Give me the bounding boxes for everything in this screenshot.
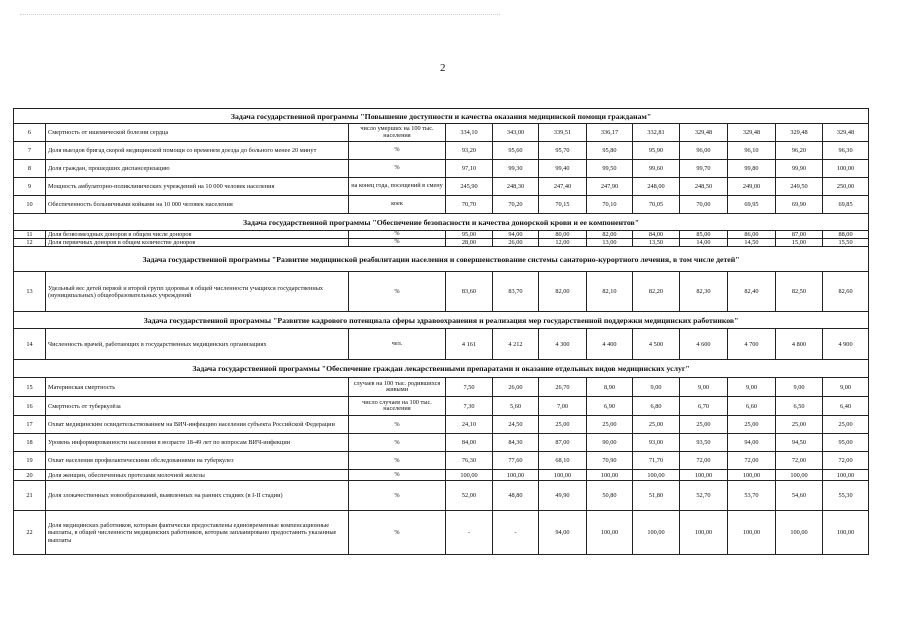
row-number: 12 (14, 239, 46, 247)
value-cell: 76,30 (446, 452, 493, 470)
value-cell: 96,10 (728, 142, 776, 160)
value-cell: 69,95 (728, 196, 776, 214)
row-number: 8 (14, 160, 46, 178)
table-row (14, 452, 869, 470)
value-cell: 100,00 (446, 470, 493, 481)
value-cell: 70,15 (539, 196, 587, 214)
value-cell: 24,10 (446, 416, 493, 434)
value-cell: 99,30 (493, 160, 539, 178)
indicator-name: Смертность от туберкулёза (46, 397, 349, 416)
unit: % (349, 511, 446, 555)
value-cell: 12,00 (539, 239, 587, 247)
value-cell: 54,60 (776, 481, 823, 511)
value-cell: 70,90 (587, 452, 633, 470)
value-cell: 100,00 (587, 511, 633, 555)
value-cell: 100,00 (633, 511, 680, 555)
scan-artifact-line (20, 14, 500, 17)
value-cell: 69,90 (776, 196, 823, 214)
value-cell: 329,48 (728, 124, 776, 142)
value-cell: 100,00 (680, 511, 728, 555)
table-row (14, 196, 869, 214)
indicator-name: Численность врачей, работающих в государственных медицинских организациях (46, 329, 349, 360)
indicator-name: Удельный вес детей первой и второй групп здоровья в общей численности учащихся государственных (муниципальных) общеобразовательных учреждений (46, 272, 349, 312)
table-row (14, 329, 869, 360)
value-cell: 52,00 (446, 481, 493, 511)
indicator-name: Материнская смертность (46, 378, 349, 397)
value-cell: 99,80 (728, 160, 776, 178)
row-number: 13 (14, 272, 46, 312)
row-number: 10 (14, 196, 46, 214)
row-number: 20 (14, 470, 46, 481)
unit: % (349, 239, 446, 247)
unit: число случаев на 100 тыс. населения (349, 397, 446, 416)
value-cell: 8,90 (587, 378, 633, 397)
value-cell: 247,90 (587, 178, 633, 196)
table-row (14, 124, 869, 142)
table-row (14, 178, 869, 196)
value-cell: 84,30 (493, 434, 539, 452)
value-cell: 70,05 (633, 196, 680, 214)
value-cell: 4 800 (776, 329, 823, 360)
value-cell: 100,00 (539, 470, 587, 481)
section-title: Задача государственной программы "Развитие медицинской реабилитации населения и совершенствование системы санаторно-курортного лечения, в том числе детей" (14, 247, 869, 272)
table-row (14, 142, 869, 160)
value-cell: 7,50 (446, 378, 493, 397)
row-number: 11 (14, 231, 46, 239)
value-cell: 14,00 (680, 239, 728, 247)
value-cell: 95,60 (493, 142, 539, 160)
value-cell: 95,80 (587, 142, 633, 160)
value-cell: 83,70 (493, 272, 539, 312)
value-cell: 100,00 (823, 160, 869, 178)
section-title: Задача государственной программы "Обеспечение граждан лекарственными препаратами и оказание отдельных видов медицинских услуг" (14, 360, 869, 378)
value-cell: 95,70 (539, 142, 587, 160)
unit: % (349, 231, 446, 239)
value-cell: 70,00 (680, 196, 728, 214)
unit: % (349, 481, 446, 511)
value-cell: 99,50 (587, 160, 633, 178)
value-cell: 343,00 (493, 124, 539, 142)
value-cell: 6,60 (728, 397, 776, 416)
value-cell: 339,51 (539, 124, 587, 142)
value-cell: 24,50 (493, 416, 539, 434)
value-cell: 248,30 (493, 178, 539, 196)
row-number: 14 (14, 329, 46, 360)
value-cell: 48,80 (493, 481, 539, 511)
value-cell: 4 161 (446, 329, 493, 360)
section-title: Задача государственной программы "Развитие кадрового потенциала сферы здравоохранения и реализация мер государственной поддержки медицинских работников" (14, 312, 869, 329)
value-cell: 15,50 (823, 239, 869, 247)
value-cell: 9,00 (776, 378, 823, 397)
value-cell: 6,50 (776, 397, 823, 416)
value-cell: 99,60 (633, 160, 680, 178)
indicators-table (13, 108, 869, 555)
value-cell: 52,70 (680, 481, 728, 511)
section-header-row (14, 360, 869, 378)
value-cell: 25,00 (823, 416, 869, 434)
value-cell: 247,40 (539, 178, 587, 196)
value-cell: 49,90 (539, 481, 587, 511)
table-row (14, 416, 869, 434)
table-row (14, 434, 869, 452)
value-cell: 25,00 (539, 416, 587, 434)
table-row (14, 470, 869, 481)
value-cell: 4 600 (680, 329, 728, 360)
value-cell: 71,70 (633, 452, 680, 470)
value-cell: 25,00 (633, 416, 680, 434)
row-number: 7 (14, 142, 46, 160)
unit: % (349, 160, 446, 178)
value-cell: 6,80 (633, 397, 680, 416)
unit: % (349, 142, 446, 160)
unit: случаев на 100 тыс. родившихся живыми (349, 378, 446, 397)
value-cell: 68,10 (539, 452, 587, 470)
indicator-name: Обеспеченность больничными койками на 10 000 человек населения (46, 196, 349, 214)
section-header-row (14, 214, 869, 231)
unit: коек (349, 196, 446, 214)
value-cell: 82,50 (776, 272, 823, 312)
row-number: 22 (14, 511, 46, 555)
value-cell: 4 300 (539, 329, 587, 360)
section-header-row (14, 247, 869, 272)
value-cell: 9,00 (633, 378, 680, 397)
value-cell: 99,70 (680, 160, 728, 178)
value-cell: 6,40 (823, 397, 869, 416)
value-cell: 94,50 (776, 434, 823, 452)
value-cell: 90,00 (587, 434, 633, 452)
value-cell: 97,10 (446, 160, 493, 178)
value-cell: 248,00 (633, 178, 680, 196)
value-cell: 26,70 (539, 378, 587, 397)
value-cell: 100,00 (587, 470, 633, 481)
value-cell: 87,00 (776, 231, 823, 239)
value-cell: 82,00 (587, 231, 633, 239)
value-cell: 94,00 (493, 231, 539, 239)
table-row (14, 511, 869, 555)
value-cell: 329,48 (776, 124, 823, 142)
value-cell: 100,00 (776, 470, 823, 481)
indicator-name: Мощность амбулаторно-поликлинических учреждений на 10 000 человек населения (46, 178, 349, 196)
value-cell: 100,00 (633, 470, 680, 481)
value-cell: 77,60 (493, 452, 539, 470)
value-cell: 4 212 (493, 329, 539, 360)
section-header-row (14, 312, 869, 329)
value-cell: 249,00 (728, 178, 776, 196)
value-cell: 9,00 (680, 378, 728, 397)
value-cell: - (446, 511, 493, 555)
row-number: 21 (14, 481, 46, 511)
value-cell: 99,40 (539, 160, 587, 178)
value-cell: 4 400 (587, 329, 633, 360)
value-cell: 28,00 (446, 239, 493, 247)
table-row (14, 160, 869, 178)
indicator-name: Доля медицинских работников, которым фактически предоставлены единовременные компенсационные выплаты, в общей численности медицинских работников, которым запланировано предоставить указанные выплаты (46, 511, 349, 555)
indicator-name: Уровень информированности населения в возрасте 18-49 лет по вопросам ВИЧ-инфекции (46, 434, 349, 452)
value-cell: 53,70 (728, 481, 776, 511)
indicator-name: Доля злокачественных новообразований, выявленных на ранних стадиях (в I-II стадии) (46, 481, 349, 511)
value-cell: 336,17 (587, 124, 633, 142)
value-cell: 25,00 (728, 416, 776, 434)
value-cell: 95,00 (823, 434, 869, 452)
value-cell: 26,00 (493, 378, 539, 397)
value-cell: 72,00 (776, 452, 823, 470)
value-cell: 15,00 (776, 239, 823, 247)
value-cell: 83,60 (446, 272, 493, 312)
value-cell: 80,00 (539, 231, 587, 239)
value-cell: 88,00 (823, 231, 869, 239)
row-number: 16 (14, 397, 46, 416)
value-cell: 70,10 (587, 196, 633, 214)
section-header-row (14, 109, 869, 124)
value-cell: 7,30 (446, 397, 493, 416)
unit: % (349, 452, 446, 470)
value-cell: 93,20 (446, 142, 493, 160)
value-cell: 6,90 (587, 397, 633, 416)
value-cell: 95,00 (446, 231, 493, 239)
value-cell: 5,60 (493, 397, 539, 416)
value-cell: 13,50 (633, 239, 680, 247)
value-cell: 70,70 (446, 196, 493, 214)
value-cell: 96,00 (680, 142, 728, 160)
value-cell: 329,48 (823, 124, 869, 142)
value-cell: 96,30 (823, 142, 869, 160)
row-number: 6 (14, 124, 46, 142)
value-cell: 82,60 (823, 272, 869, 312)
row-number: 19 (14, 452, 46, 470)
page-number: 2 (440, 62, 446, 74)
table-row (14, 272, 869, 312)
indicator-name: Доля выездов бригад скорой медицинской помощи со временем доезда до больного менее 20 минут (46, 142, 349, 160)
value-cell: 69,85 (823, 196, 869, 214)
value-cell: 84,00 (633, 231, 680, 239)
value-cell: 82,00 (539, 272, 587, 312)
value-cell: 6,70 (680, 397, 728, 416)
value-cell: 245,90 (446, 178, 493, 196)
table-row (14, 239, 869, 247)
value-cell: 86,00 (728, 231, 776, 239)
value-cell: 332,81 (633, 124, 680, 142)
unit: % (349, 434, 446, 452)
unit: % (349, 272, 446, 312)
value-cell: 93,50 (680, 434, 728, 452)
value-cell: 9,00 (823, 378, 869, 397)
indicator-name: Смертность от ишемической болезни сердца (46, 124, 349, 142)
indicator-name: Доля женщин, обеспеченных протезами молочной железы (46, 470, 349, 481)
indicator-name: Охват медицинским освидетельствованием на ВИЧ-инфекцию населения субъекта Российской Федерации (46, 416, 349, 434)
section-title: Задача государственной программы "Повышение доступности и качества оказания медицинской помощи гражданам" (14, 109, 869, 124)
value-cell: 100,00 (728, 470, 776, 481)
unit: % (349, 416, 446, 434)
value-cell: 95,90 (633, 142, 680, 160)
value-cell: 72,00 (823, 452, 869, 470)
value-cell: - (493, 511, 539, 555)
row-number: 15 (14, 378, 46, 397)
table-row (14, 231, 869, 239)
value-cell: 26,00 (493, 239, 539, 247)
value-cell: 4 500 (633, 329, 680, 360)
value-cell: 100,00 (823, 511, 869, 555)
value-cell: 25,00 (680, 416, 728, 434)
value-cell: 329,48 (680, 124, 728, 142)
unit: число умерших на 100 тыс. населения (349, 124, 446, 142)
value-cell: 82,10 (587, 272, 633, 312)
value-cell: 248,50 (680, 178, 728, 196)
value-cell: 70,20 (493, 196, 539, 214)
value-cell: 82,40 (728, 272, 776, 312)
table-row (14, 481, 869, 511)
unit: на конец года, посещений в смену (349, 178, 446, 196)
value-cell: 82,20 (633, 272, 680, 312)
value-cell: 100,00 (493, 470, 539, 481)
indicator-name: Доля граждан, прошедших диспансеризацию (46, 160, 349, 178)
value-cell: 50,80 (587, 481, 633, 511)
value-cell: 7,00 (539, 397, 587, 416)
value-cell: 51,80 (633, 481, 680, 511)
value-cell: 25,00 (776, 416, 823, 434)
value-cell: 84,00 (446, 434, 493, 452)
value-cell: 94,00 (728, 434, 776, 452)
row-number: 9 (14, 178, 46, 196)
value-cell: 250,00 (823, 178, 869, 196)
value-cell: 14,50 (728, 239, 776, 247)
value-cell: 72,00 (680, 452, 728, 470)
value-cell: 100,00 (776, 511, 823, 555)
value-cell: 82,30 (680, 272, 728, 312)
value-cell: 4 900 (823, 329, 869, 360)
value-cell: 87,00 (539, 434, 587, 452)
value-cell: 72,00 (728, 452, 776, 470)
value-cell: 96,20 (776, 142, 823, 160)
table-row (14, 378, 869, 397)
value-cell: 94,00 (539, 511, 587, 555)
table-row (14, 397, 869, 416)
row-number: 17 (14, 416, 46, 434)
indicator-name: Охват населения профилактическими обследованиями на туберкулез (46, 452, 349, 470)
value-cell: 100,00 (728, 511, 776, 555)
value-cell: 9,00 (728, 378, 776, 397)
indicator-name: Доля первичных доноров в общем количестве доноров (46, 239, 349, 247)
value-cell: 100,00 (823, 470, 869, 481)
value-cell: 334,10 (446, 124, 493, 142)
value-cell: 93,00 (633, 434, 680, 452)
indicator-name: Доля безвозмездных доноров в общем числе доноров (46, 231, 349, 239)
value-cell: 25,00 (587, 416, 633, 434)
row-number: 18 (14, 434, 46, 452)
value-cell: 99,90 (776, 160, 823, 178)
unit: чел. (349, 329, 446, 360)
value-cell: 85,00 (680, 231, 728, 239)
value-cell: 249,50 (776, 178, 823, 196)
value-cell: 100,00 (680, 470, 728, 481)
unit: % (349, 470, 446, 481)
value-cell: 4 700 (728, 329, 776, 360)
value-cell: 13,00 (587, 239, 633, 247)
section-title: Задача государственной программы "Обеспечение безопасности и качества донорской крови и ее компонентов" (14, 214, 869, 231)
value-cell: 55,30 (823, 481, 869, 511)
